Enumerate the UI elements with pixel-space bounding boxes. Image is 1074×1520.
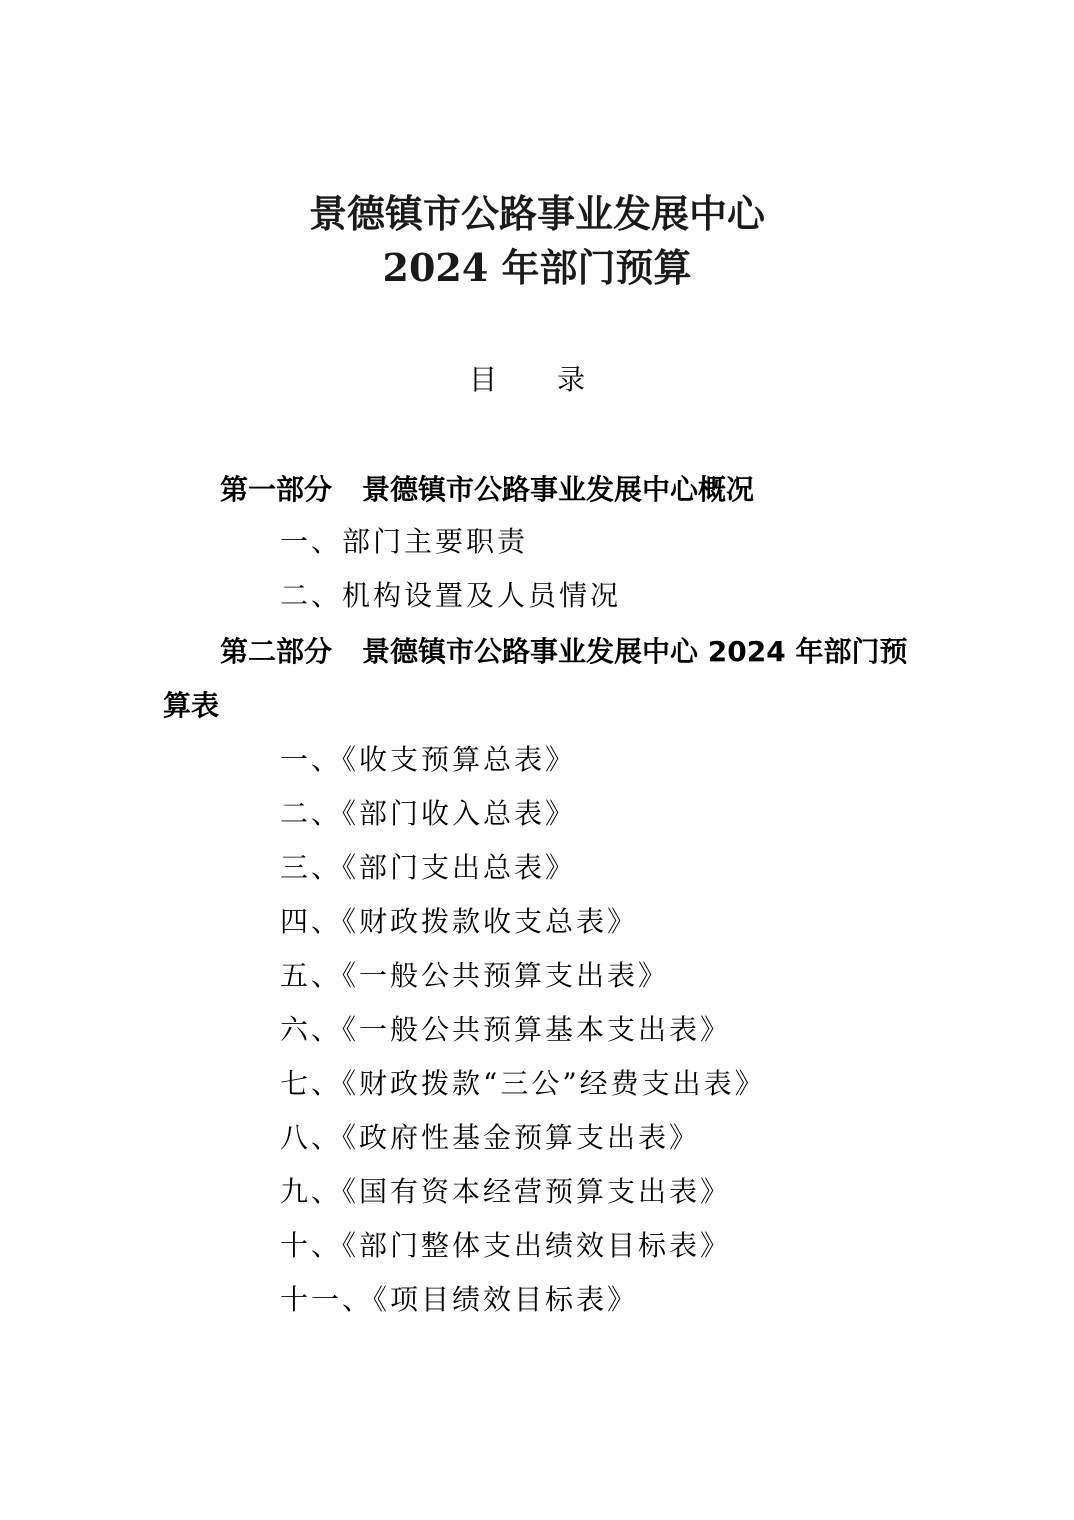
part2-item: 四、《财政拨款收支总表》 bbox=[280, 905, 639, 938]
toc-heading: 目录 bbox=[468, 363, 645, 396]
part2-item: 五、《一般公共预算支出表》 bbox=[280, 959, 670, 992]
part1-heading bbox=[220, 470, 754, 510]
part2-item: 一、《收支预算总表》 bbox=[280, 743, 577, 776]
part2-item: 二、《部门收入总表》 bbox=[280, 797, 577, 830]
part2-title-line2: 算表 bbox=[163, 689, 220, 722]
part2-label: 第二部分 bbox=[220, 635, 333, 668]
document-title-line1: 景德镇市公路事业发展中心 bbox=[308, 191, 765, 236]
part2-item: 三、《部门支出总表》 bbox=[280, 851, 577, 884]
part2-item: 八、《政府性基金预算支出表》 bbox=[280, 1121, 701, 1154]
part2-heading bbox=[220, 632, 907, 672]
document-title-line2: 2024 年部门预算 bbox=[382, 245, 692, 290]
part1-title: 景德镇市公路事业发展中心概况 bbox=[362, 473, 755, 506]
part1-item: 二、机构设置及人员情况 bbox=[280, 579, 622, 612]
part1-label: 第一部分 bbox=[220, 473, 333, 506]
part2-item: 九、《国有资本经营预算支出表》 bbox=[280, 1175, 732, 1208]
part2-item: 十、《部门整体支出绩效目标表》 bbox=[280, 1229, 732, 1262]
part2-title-line1: 景德镇市公路事业发展中心 2024 年部门预 bbox=[362, 635, 908, 668]
part2-item: 七、《财政拨款“三公”经费支出表》 bbox=[280, 1067, 766, 1100]
part2-item: 十一、《项目绩效目标表》 bbox=[280, 1283, 639, 1316]
part2-item: 六、《一般公共预算基本支出表》 bbox=[280, 1013, 732, 1046]
part1-item: 一、部门主要职责 bbox=[280, 525, 529, 558]
